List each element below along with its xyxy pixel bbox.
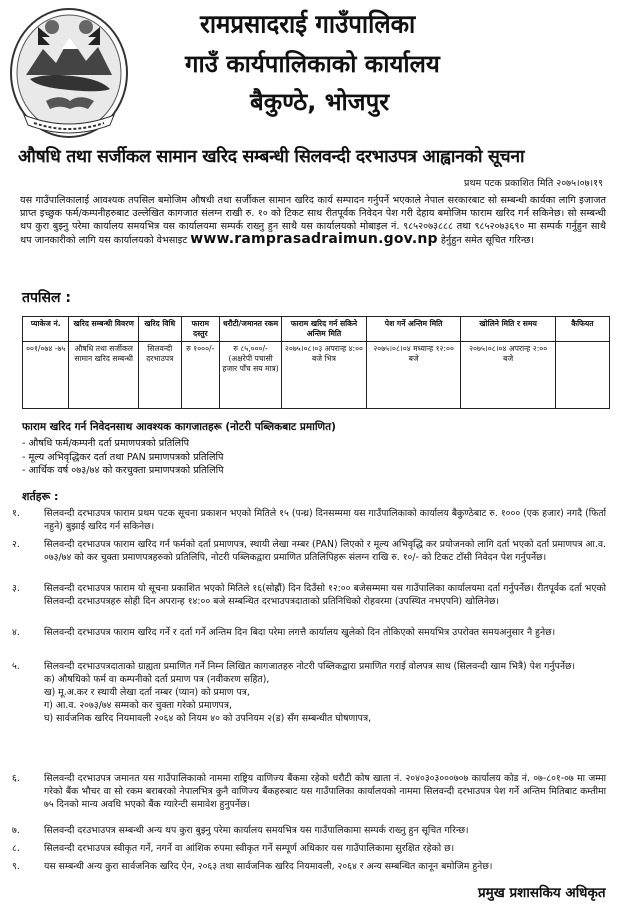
col-method: खरिद विधि	[138, 317, 181, 342]
intro-end: हेर्नुहुन समेत सूचित गरिन्छ।	[440, 235, 534, 246]
table-header-row	[23, 317, 610, 342]
col-description: खरिद सम्बन्धी विवरण	[69, 317, 139, 342]
condition-number: ८.	[12, 843, 20, 854]
list-item: घ) सार्वजनिक खरिद नियमावली २०६४ को नियम ४० को उपनियम २(ड) सँग सम्बन्धीत घोषणापत्र,	[44, 713, 372, 724]
condition-text: यस सम्बन्धी अन्य कुरा सार्वजनिक खरिद ऐन, २०६३ तथा सार्वजनिक खरिद नियमावली, २०६४ र अन्य सम्बन्धित कानून बमोजिम हुनेछ।	[44, 861, 493, 872]
list-item: ख) मू.अ.कर र स्थायी लेखा दर्ता नम्बर (प्यान) को प्रमाण पत्र,	[44, 687, 250, 698]
condition-number: ४.	[12, 627, 20, 638]
office-location: बैकुण्ठे, भोजपुर	[250, 88, 390, 116]
col-bid-security: धरौटी/जमानत रकम	[220, 317, 282, 342]
condition-number: ७.	[12, 825, 20, 836]
table-row	[23, 342, 610, 409]
condition-text: सिलवन्दी दरभाउपत्र फाराम यो सूचना प्रकाशित भएको मितिले १६(सोह्रौं) दिन दिउँसो १२:०० बजेसम्ममा यस गाउँपालिका कार्यालयमा दर्ता गर्नुपर्नेछ। रीतपूर्वक दर्ता भएको सिलवन्दी दरभाउपत्रहरु सोही दिन अपरान्ह १४:०० बजे सम्बन्धित दरभाउपत्रदाताको प्रतिनिधिको रोहवरमा (उपस्थित नभएपनि) खोलिनेछ।	[44, 583, 606, 607]
condition-text: सिलवन्दी दरउभाउपत्र सम्बन्धी अन्य थप कुरा बुझ्नु परेमा कार्यालय समयभित्र यस गाउँपालिकामा सम्पर्क राख्नु हुन सूचित गरिन्छ।	[44, 825, 469, 836]
cell-description: औषधि तथा सर्जीकल सामान खरिद सम्बन्धी	[69, 342, 139, 409]
cell-package-no: ००१/०७४ -७५	[23, 342, 69, 409]
requirements-heading: फाराम खरिद गर्न निवेदनसाथ आवश्यक कागजातहरू (नोटरी पब्लिकबाट प्रमाणित)	[22, 421, 336, 433]
signature-title: प्रमुख प्रशासकिय अधिकृत	[478, 885, 606, 901]
condition-text: सिलवन्दी दरभाउपत्रदाताको ग्राह्यता प्रमाणित गर्ने निम्न लिखित कागजातहरु नोटरी पब्लिकद्वारा प्रमाणित गराई वोलपत्र साथ (सिलवन्दी खाम भित्रै) पेश गर्नुपर्नेछ।	[44, 661, 576, 672]
condition-text: सिलवन्दी दरभाउपत्र जमानत यस गाउँपालिकाको नाममा राष्ट्रिय वाणिज्य बैंकमा रहेको धरौटी कोष खाता नं. २०४०३०३०००७०७ कार्यालय कोड नं. ०७-८०१-०७ मा जम्मा गरेको बैंक भौचर वा सो रकम बराबरको नेपालभित्र कुनै वाणिज्य बैंकहरुबाट यस गाउँपालिका कार्यालयको नाममा सिलवन्दी दरभाउपत्र पेश गर्ने अन्तिम मितिबाट कम्तीमा ७५ दिनको मान्य अवधि भएको बैंक ग्यारेन्टी समावेश हुनुपर्नेछ।	[44, 773, 606, 810]
cell-opening-date: २०७५।०८।०४ अपरान्ह २:०० बजे	[461, 342, 556, 409]
cell-bid-security: रु ८५,०००/- (अक्षरेपी पचासी हजार पाँच सय मात्र)	[220, 342, 282, 409]
condition-text: सिलवन्दी दरभाउपत्र फाराम खरिद गर्ने र दर्ता गर्ने अन्तिम दिन बिदा परेमा लगत्तै कार्यालय खुलेको दिन तोकिएको समयभित्र उपरोक्त समयअनुसार नै हुनेछ।	[44, 627, 556, 638]
cell-purchase-deadline: २०७५।०८।०३ अपरान्ह ४:०० बजे भित्र	[282, 342, 367, 409]
condition-number: ३.	[12, 583, 20, 594]
intro-paragraph	[20, 194, 606, 247]
cell-submission-deadline: २०७५।०८।०४ मध्यान्ह १२:०० बजे	[366, 342, 460, 409]
col-remarks: कैफियत	[555, 317, 609, 342]
col-submission-deadline: पेश गर्ने अन्तिम मिति	[366, 317, 460, 342]
nepal-government-emblem-icon	[8, 5, 130, 141]
condition-number: ९.	[12, 861, 20, 872]
condition-text: सिलवन्दी दरभाउपत्र स्वीकृत गर्ने, नगर्ने वा आंशिक रुपमा स्वीकृत गर्ने सम्पूर्ण अधिकार यस गाउँपालिकामा सुरक्षित रहेको छ।	[44, 843, 455, 854]
condition-number: २.	[12, 539, 20, 550]
condition-body	[44, 660, 606, 725]
list-item: - आर्थिक वर्ष ०७३/७४ को करचुक्ता प्रमाणपत्रको प्रतिलिपि	[22, 465, 224, 476]
list-item: ग) आ.व. २०७३/७४ सम्मको कर चुक्ता गरेको प्रमाणपत्र,	[44, 700, 232, 711]
condition-number: ६.	[12, 773, 20, 784]
cell-method: सिलवन्दी दरभाउपत्र	[138, 342, 181, 409]
list-item: - मूल्य अभिवृद्धिकर दर्ता तथा PAN प्रमाणपत्रको प्रतिलिपि	[22, 451, 224, 463]
list-item: - औषधि फर्म/कम्पनी दर्ता प्रमाणपत्रको प्रतिलिपि	[22, 438, 190, 449]
condition-subitems	[44, 673, 606, 725]
condition-text: सिलवन्दी दरभाउपत्र फाराम खरिद गर्न फर्मको दर्ता प्रमाणपत्र, स्थायी लेखा नम्बर (PAN) लिएको र मूल्य अभिवृद्धि कर प्रयोजनको लागि दर्ता भएको दर्ता प्रमाणपत्र आ.व. ०७३/७४ को कर चुक्ता प्रमाणपत्रहरुको प्रतिलिपि, नोटरी पब्लिकद्वारा प्रमाणित प्रतिलिपिहरू संलग्न राखि रु. १०/- को टिकट टाँसी निवेदन पेश गर्नुपर्नेछ।	[44, 539, 606, 563]
condition-text: सिलवन्दी दरभाउपत्र फाराम प्रथम पटक सूचना प्रकाशन भएको मितिले १५ (पन्ध्र) दिनसम्ममा यस गाउँपालिकाको कार्यालय बैकुण्ठेबाट रु. १००० (एक हजार) नगदै (फिर्ता नहुने) बुझाई खरिद गर्न सकिनेछ।	[44, 508, 606, 532]
website-link[interactable]: www.ramprasadraimun.gov.np	[190, 231, 438, 247]
condition-number: १.	[12, 508, 20, 519]
condition-number: ५.	[12, 661, 20, 672]
procurement-table	[22, 316, 610, 409]
list-item: क) औषधिको फर्म वा कम्पनीको दर्ता प्रमाण पत्र (नवीकरण सहित),	[44, 674, 270, 685]
published-date: प्रथम पटक प्रकाशित मिति २०७५।०७।१९	[464, 178, 603, 189]
office-subtitle: गाउँ कार्यपालिकाको कार्यालय	[185, 50, 440, 78]
conditions-heading: शर्तहरू :	[22, 490, 59, 503]
office-name: रामप्रसादराई गाउँपालिका	[200, 9, 416, 39]
cell-remarks	[555, 342, 609, 409]
cell-form-fee: रु १०००/-	[181, 342, 220, 409]
tapasil-label: तपसिल :	[22, 290, 71, 306]
requirements-list	[22, 437, 602, 478]
intro-text: यस गाउँपालिकालाई आवश्यक तपसिल बमोजिम औषधी तथा सर्जीकल सामान खरिद कार्य सम्पादन गर्नुपर्ने भएकाले नेपाल सरकारबाट सो सम्बन्धी कार्यका लागि इजाजत प्राप्त इच्छुक फर्म/कम्पनीहरुबाट उल्लेखित कागजात संलग्न राखी रु. १० को टिकट साथ रीतपूर्वक निवेदन पेश गरी देहाय बमोजिम फाराम खरिद गर्न सकिनेछ। सो सम्बन्धी थप कुरा बुझ्नु परेमा कार्यालय समयभित्र यस कार्यालयमा सम्पर्क राख्नु हुन साथै यस कार्यालयको मोबाइल नं. ९८५२०७३८८८ तथा ९८५२०७३६९० मा सम्पर्क गर्नुहुन साथै थप जानकारीको लागि यस कार्यालयको वेभसाइट	[20, 195, 606, 246]
col-form-fee: फाराम दस्तुर	[181, 317, 220, 342]
notice-title: औषधि तथा सर्जीकल सामान खरिद सम्बन्धी सिलवन्दी दरभाउपत्र आह्वानको सूचना	[18, 147, 525, 167]
col-purchase-deadline: फाराम खरिद गर्न सकिने अन्तिम मिति	[282, 317, 367, 342]
col-opening-date: खोलिने मिति र समय	[461, 317, 556, 342]
col-package-no: प्याकेज नं.	[23, 317, 69, 342]
